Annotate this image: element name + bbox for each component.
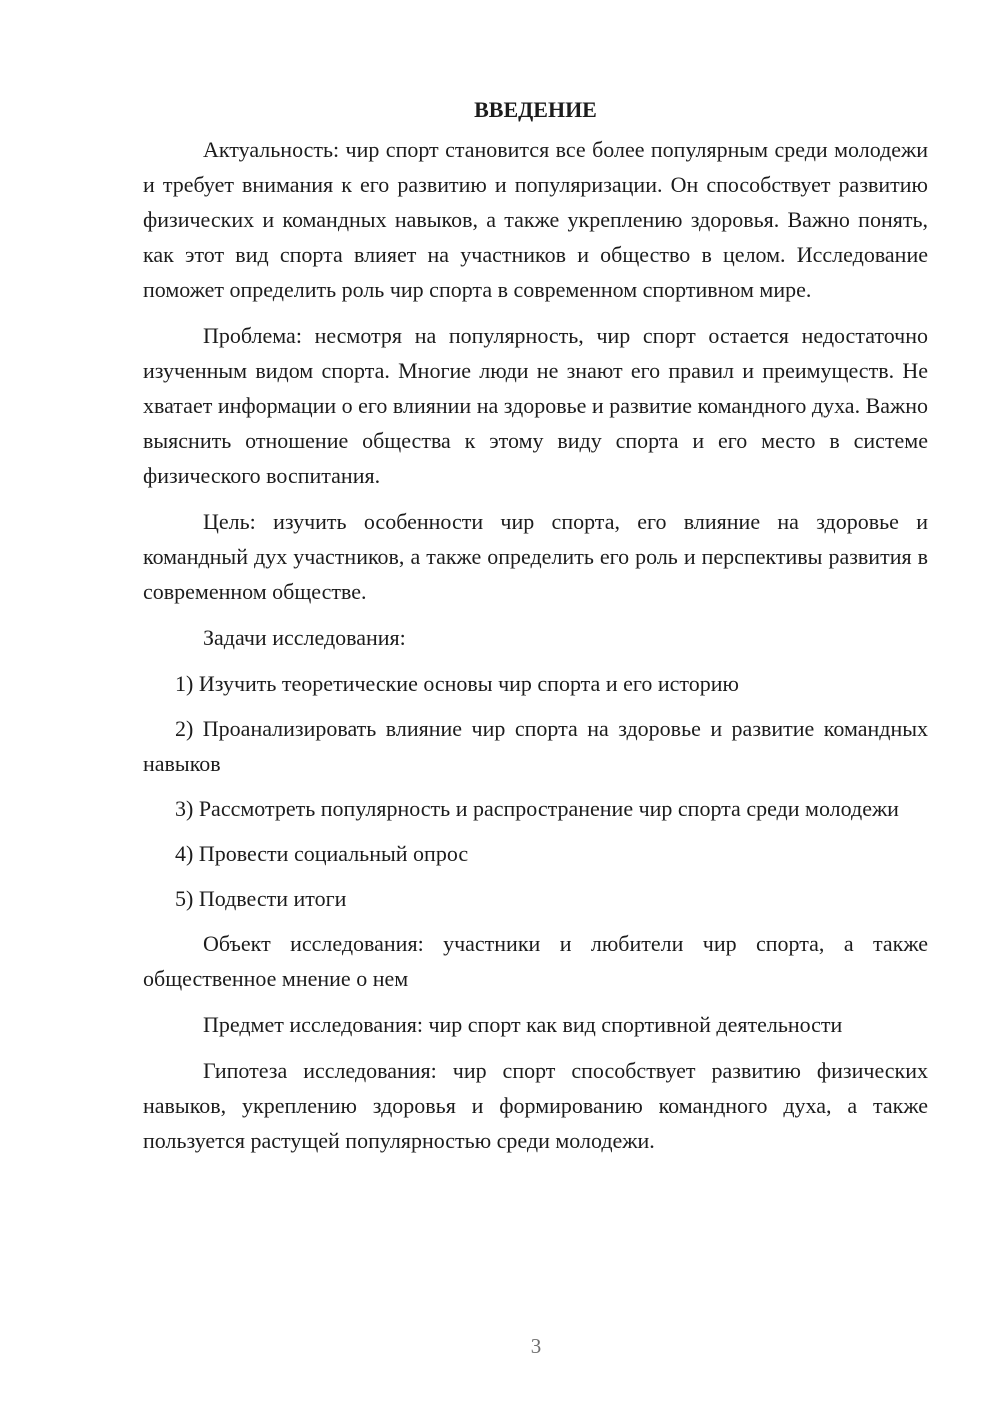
paragraph-subject: Предмет исследования: чир спорт как вид спортивной деятельности [203,1012,843,1037]
task-item-2: 2) Проанализировать влияние чир спорта на здоровье и развитие командных навыков [143,716,928,776]
paragraph-tasks-heading: Задачи исследования: [203,625,406,650]
task-item-4: 4) Провести социальный опрос [175,841,469,866]
paragraph-object: Объект исследования: участники и любители чир спорта, а также общественное мнение о нем [143,931,928,991]
task-item-3: 3) Рассмотреть популярность и распространение чир спорта среди молодежи [175,796,899,821]
page-title: ВВЕДЕНИЕ [474,97,597,122]
paragraph-relevance: Актуальность: чир спорт становится все более популярным среди молодежи и требует внимания к его развитию и популяризации. Он способствует развитию физических и командных навыков, а также укреплению здоровья. Важно понять, как этот вид спорта влияет на участников и общество в целом. Исследование поможет определить роль чир спорта в современном спортивном мире. [143,137,928,302]
page-number: 3 [530,1334,542,1358]
paragraph-problem: Проблема: несмотря на популярность, чир спорт остается недостаточно изученным видом спорта. Многие люди не знают его правил и преимуществ. Не хватает информации о его влиянии на здоровье и развитие командного духа. Важно выяснить отношение общества к этому виду спорта и его место в системе физического воспитания. [143,323,928,488]
paragraph-goal: Цель: изучить особенности чир спорта, его влияние на здоровье и командный дух участников, а также определить его роль и перспективы развития в современном обществе. [143,509,928,604]
paragraph-hypothesis: Гипотеза исследования: чир спорт способствует развитию физических навыков, укреплению здоровья и формированию командного духа, а также пользуется растущей популярностью среди молодежи. [143,1058,928,1153]
document-page [143,92,928,1169]
task-item-1: 1) Изучить теоретические основы чир спорта и его историю [175,671,739,696]
task-item-5: 5) Подвести итоги [175,886,347,911]
